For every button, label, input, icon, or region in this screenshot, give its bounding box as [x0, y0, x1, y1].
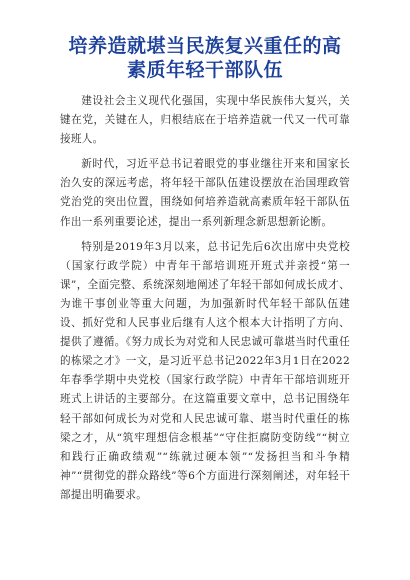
article-title: 培养造就堪当民族复兴重任的高素质年轻干部队伍 [68, 35, 342, 81]
paragraph-1: 建设社会主义现代化强国，实现中华民族伟大复兴，关键在党，关键在人，归根结底在于培养造就一代又一代可靠接班人。 [60, 95, 350, 146]
paragraph-2: 新时代，习近平总书记着眼党的事业继往开来和国家长治久安的深远考虑，将年轻干部队伍建设摆放在治国理政管党治党的突出位置，围绕如何培养造就高素质年轻干部队伍作出一系列重要论述，提出一系列新理念新思想新论断。 [60, 158, 350, 228]
paragraph-3: 特别是2019年3月以来，总书记先后6次出席中央党校（国家行政学院）中青年干部培训班开班式并亲授“第一课”，全面完整、系统深刻地阐述了年轻干部如何成长成才、为谁干事创业等重大问题，为加强新时代年轻干部队伍建设、抓好党和人民事业后继有人这个根本大计指明了方向、提供了遵循。《努力成长为对党和人民忠诚可靠堪当时代重任的栋梁之才》一文，是习近平总书记2022年3月1日在2022年春季学期中央党校（国家行政学院）中青年干部培训班开班式上讲话的主要部分。在这篇重要文章中，总书记围绕年轻干部如何成长为对党和人民忠诚可靠、堪当时代重任的栋梁之才，从“筑牢理想信念根基”“守住拒腐防变防线”“树立和践行正确政绩观”“练就过硬本领”“发扬担当和斗争精神”“贯彻党的群众路线”等6个方面进行深刻阐述，对年轻干部提出明确要求。 [60, 240, 350, 501]
